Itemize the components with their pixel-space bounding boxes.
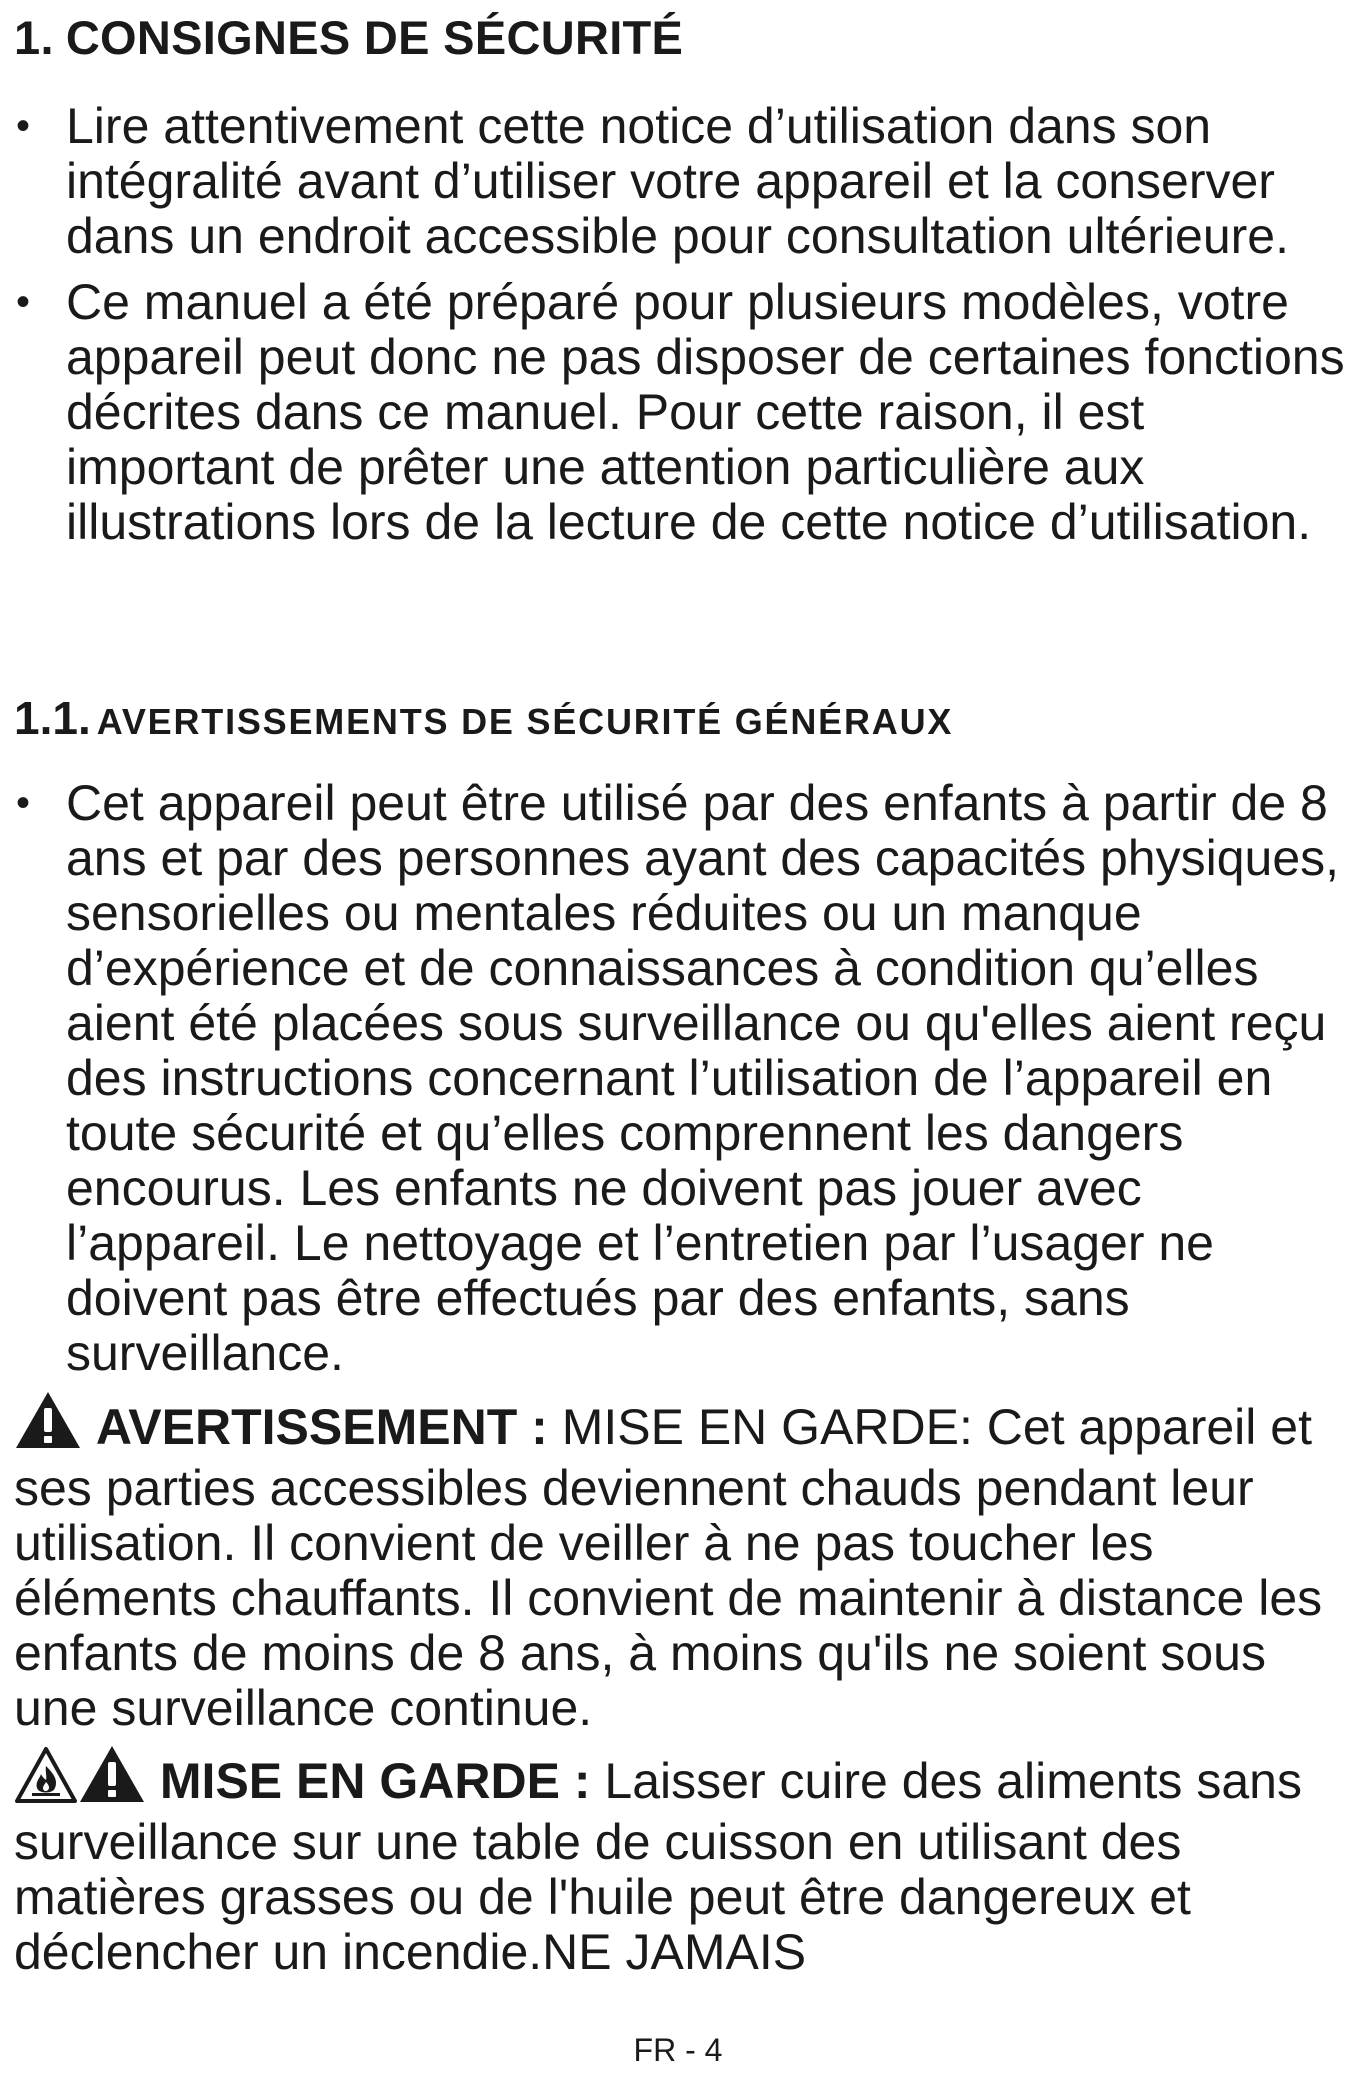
subsection-number: 1.1. [14, 692, 91, 744]
section-heading [14, 8, 683, 68]
warning-paragraph [14, 1390, 1350, 1736]
caution-paragraph [14, 1744, 1350, 1980]
list-item [0, 275, 1356, 550]
warning-keyword: AVERTISSEMENT : [95, 1399, 548, 1455]
subsection-heading [14, 688, 953, 752]
fire-hazard-icon [14, 1746, 78, 1815]
bullet-icon: • [16, 781, 31, 825]
section-number: 1. [14, 11, 54, 64]
list-item [0, 99, 1356, 264]
list-item-text: Ce manuel a été préparé pour plusieurs modèles, votre appareil peut donc ne pas disposer de certaines fonctions décrites dans ce manuel. Pour cette raison, il est important de prêter une attention particulière aux illustrations lors de la lecture de cette notice d’utilisation. [66, 274, 1345, 550]
bullet-icon: • [16, 280, 31, 324]
caution-keyword: MISE EN GARDE : [159, 1753, 591, 1809]
bullet-icon: • [16, 104, 31, 148]
caution-text: Laisser cuire des aliments sans surveillance sur une table de cuisson en utilisant des matières grasses ou de l'huile peut être dangereux et déclencher un incendie.NE JAMAIS [14, 1753, 1302, 1980]
warning-triangle-icon [78, 1744, 146, 1815]
list-item [0, 776, 1356, 1381]
section-title: CONSIGNES DE SÉCURITÉ [65, 11, 684, 64]
subsection-bullet-list [0, 776, 1356, 1381]
page-number: FR - 4 [633, 2032, 723, 2068]
warning-text: MISE EN GARDE: Cet appareil et ses parties accessibles deviennent chauds pendant leur utilisation. Il convient de veiller à ne pas toucher les éléments chauffants. Il convient de maintenir à distance les enfants de moins de 8 ans, à moins qu'ils ne soient sous une surveillance continue. [14, 1399, 1323, 1736]
section-bullet-list [0, 99, 1356, 550]
subsection-title: AVERTISSEMENTS DE SÉCURITÉ GÉNÉRAUX [96, 701, 954, 742]
warning-triangle-icon [14, 1390, 82, 1461]
list-item-text: Cet appareil peut être utilisé par des enfants à partir de 8 ans et par des personnes ayant des capacités physiques, sensorielles ou mentales réduites ou un manque d’expérience et de connaissances à condition qu’elles aient été placées sous surveillance ou qu'elles aient reçu des instructions concernant l’utilisation de l’appareil en toute sécurité et qu’elles comprennent les dangers encourus. Les enfants ne doivent pas jouer avec l’appareil. Le nettoyage et l’entretien par l’usager ne doivent pas être effectués par des enfants, sans surveillance. [66, 775, 1340, 1381]
list-item-text: Lire attentivement cette notice d’utilisation dans son intégralité avant d’utiliser votre appareil et la conserver dans un endroit accessible pour consultation ultérieure. [66, 98, 1289, 264]
